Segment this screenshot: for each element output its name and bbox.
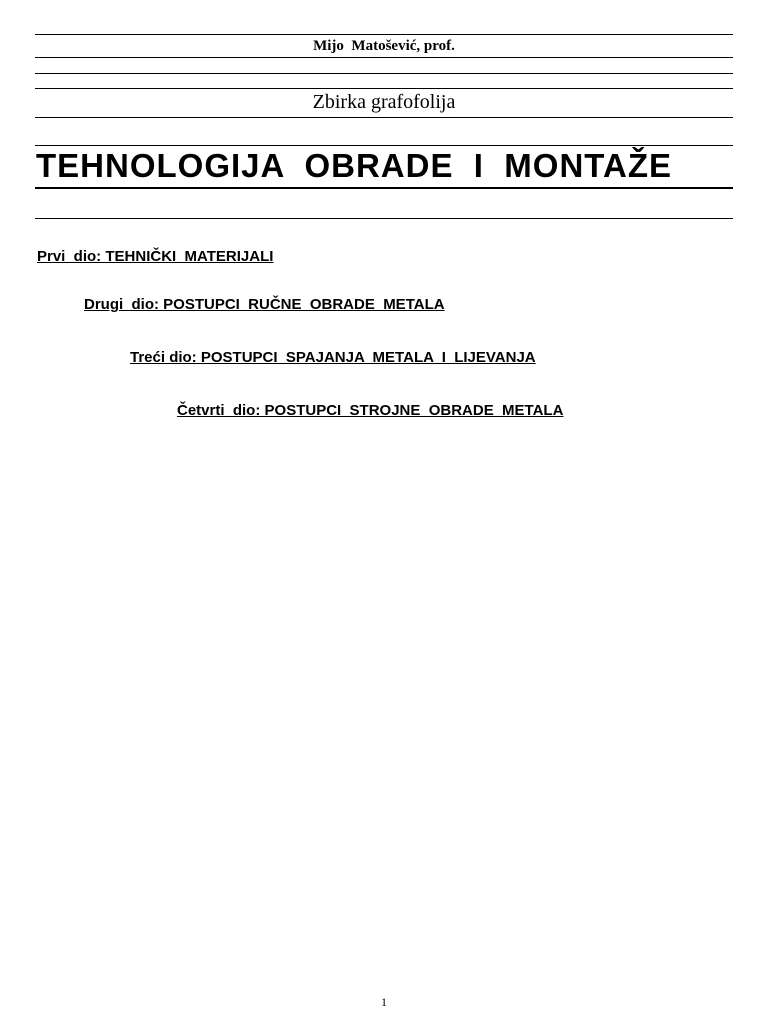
part-3-name: POSTUPCI SPAJANJA METALA I LIJEVANJA bbox=[200, 349, 536, 366]
collection-title: Zbirka grafofolija bbox=[312, 91, 456, 113]
part-1-label: Prvi dio: bbox=[37, 248, 102, 265]
part-2-label: Drugi dio: bbox=[84, 296, 159, 313]
part-3-label: Treći dio: bbox=[130, 349, 197, 366]
part-4-label: Četvrti dio: bbox=[177, 402, 261, 419]
part-2-name: POSTUPCI RUČNE OBRADE METALA bbox=[163, 296, 445, 313]
top-rule bbox=[35, 34, 733, 35]
rule-under-collection bbox=[35, 117, 733, 118]
document-title: TEHNOLOGIJA OBRADE I MONTAŽE bbox=[36, 147, 673, 184]
rule-under-title bbox=[35, 187, 733, 189]
rule-spacer-1 bbox=[35, 73, 733, 74]
part-3 bbox=[130, 349, 536, 367]
part-2 bbox=[84, 296, 445, 314]
page-number: 1 bbox=[381, 995, 387, 1009]
part-1 bbox=[37, 248, 273, 266]
part-1-name: TEHNIČKI MATERIJALI bbox=[105, 248, 274, 265]
rule-bottom-header bbox=[35, 218, 733, 219]
part-4 bbox=[177, 402, 563, 420]
rule-under-author bbox=[35, 57, 733, 58]
rule-above-collection bbox=[35, 88, 733, 89]
author-name: Mijo Matošević, prof. bbox=[313, 38, 455, 54]
part-4-name: POSTUPCI STROJNE OBRADE METALA bbox=[264, 402, 564, 419]
